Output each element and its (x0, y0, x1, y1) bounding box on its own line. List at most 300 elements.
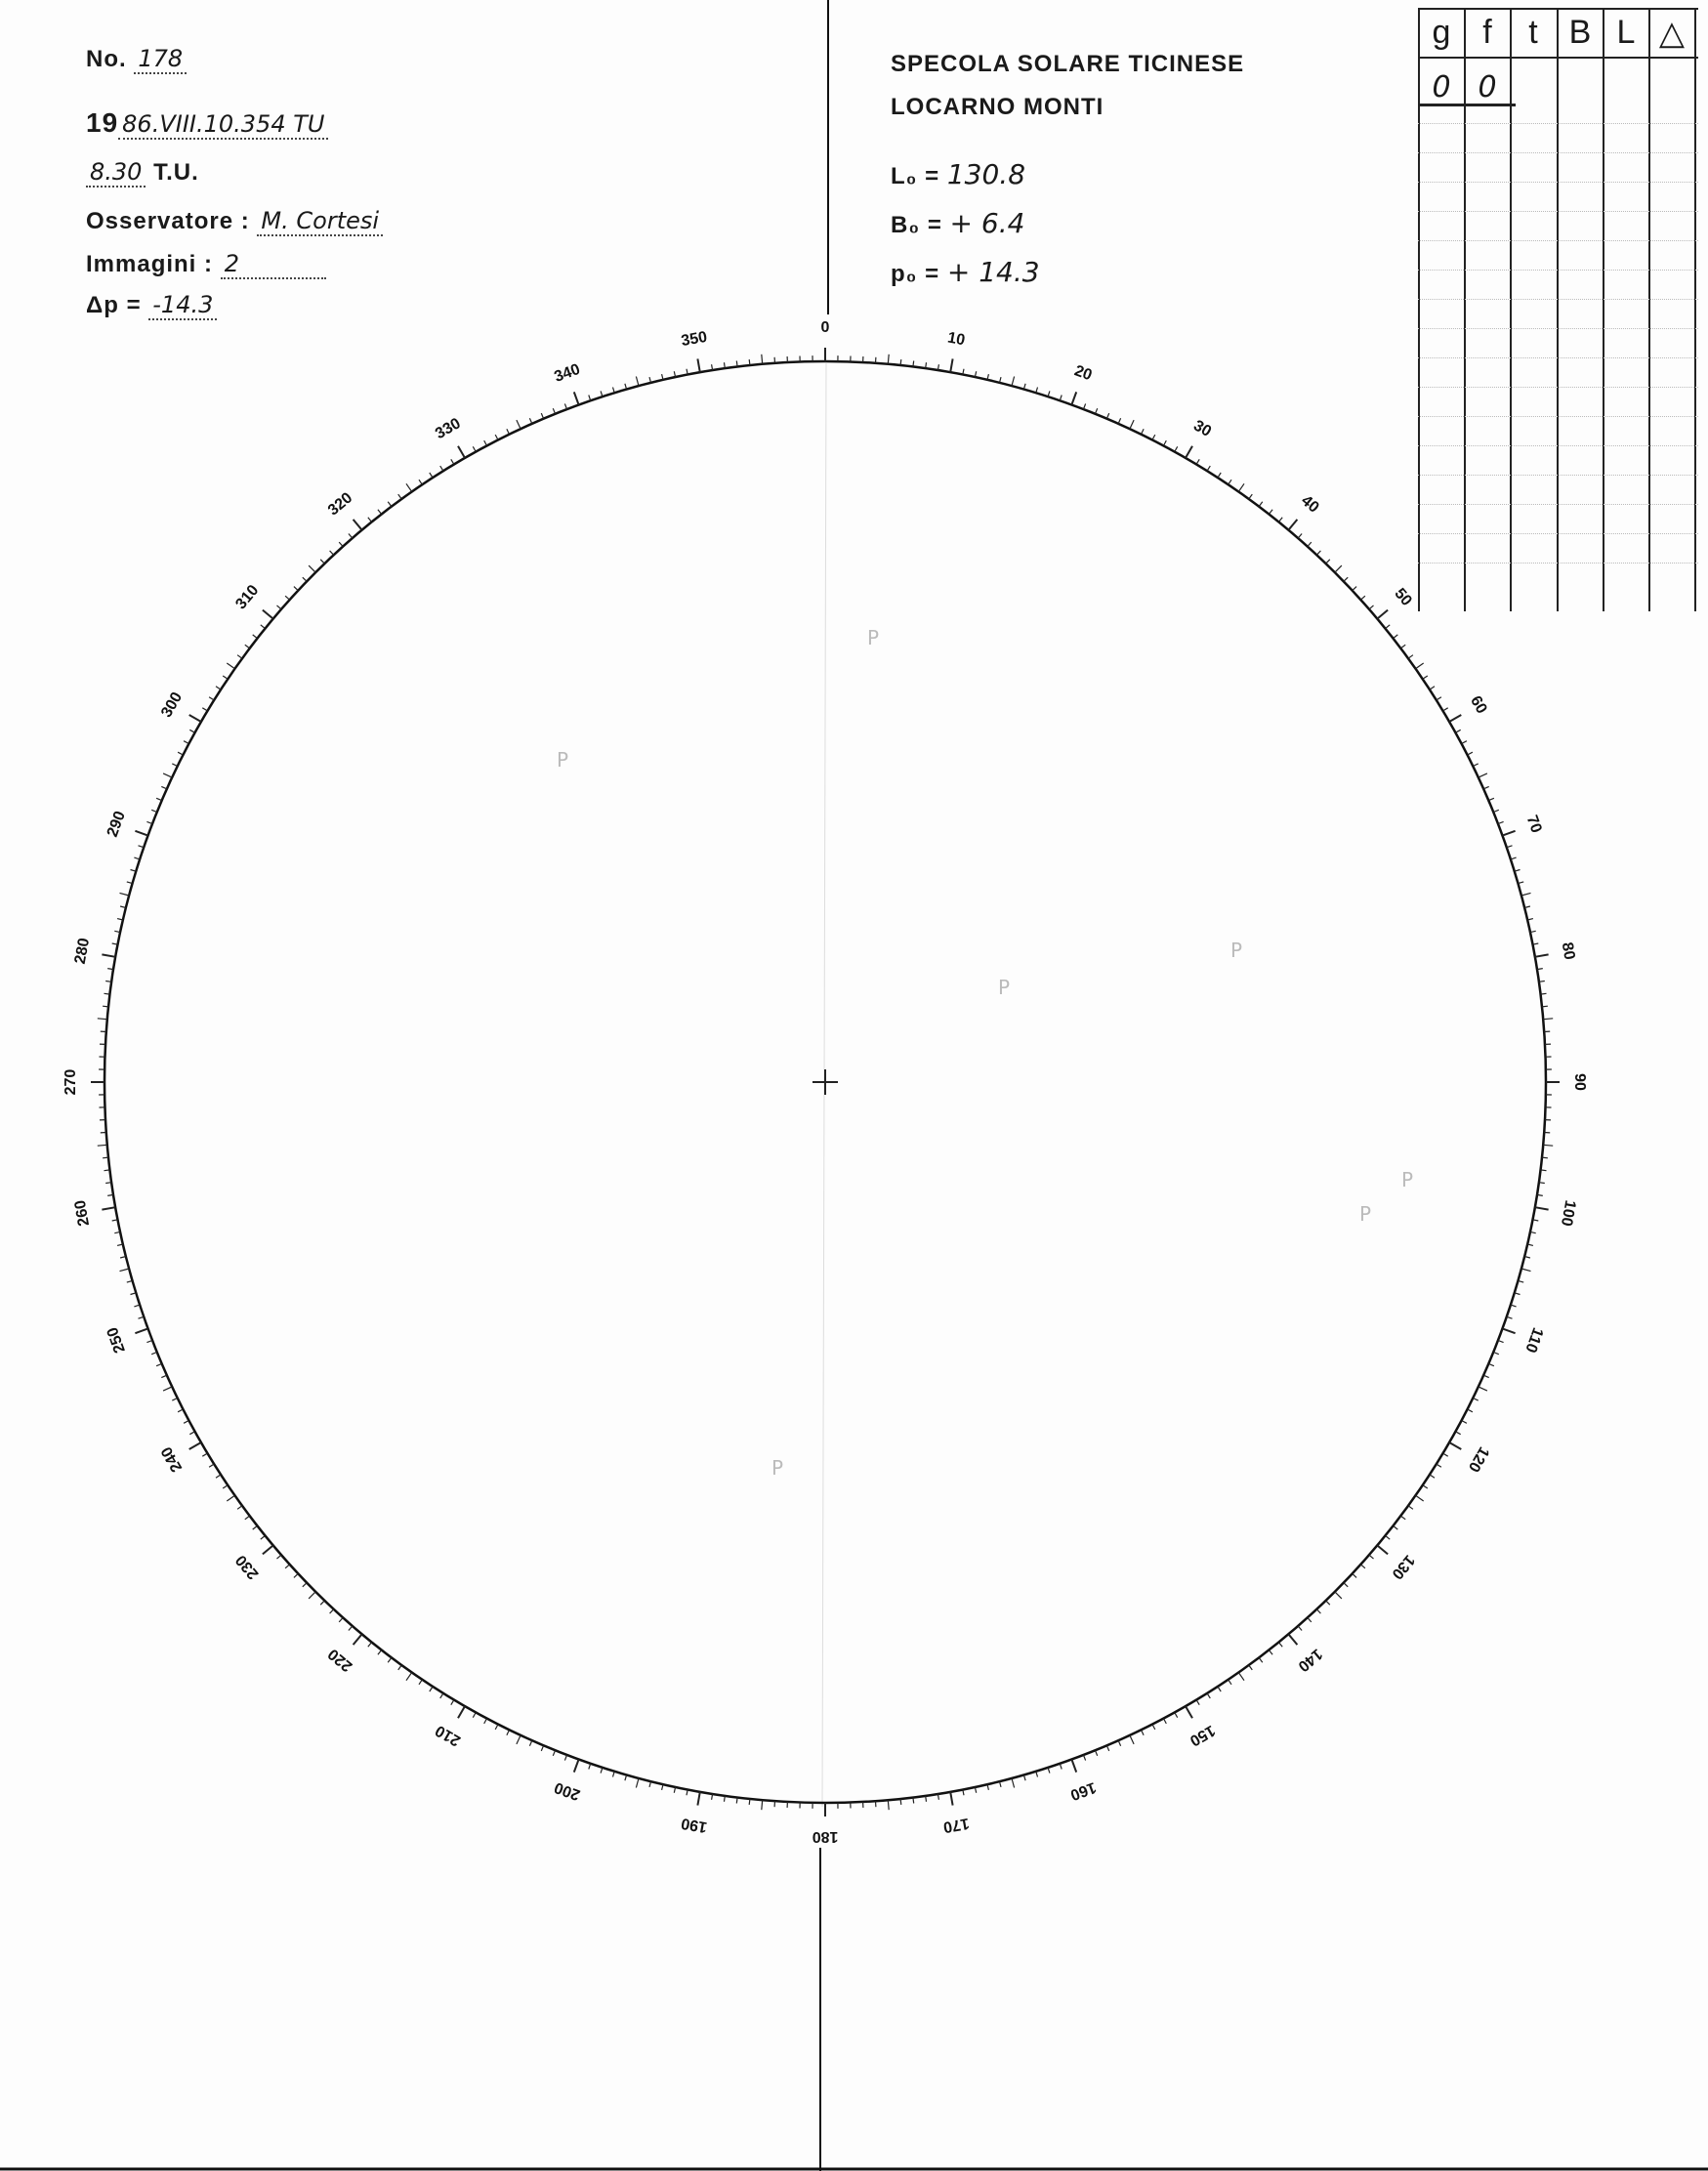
degree-tick (223, 676, 228, 679)
degree-tick (1449, 1442, 1461, 1449)
degree-tick (613, 388, 615, 394)
degree-tick (913, 361, 914, 367)
degree-tick (888, 355, 889, 364)
degree-tick (105, 981, 111, 982)
header-t: t (1528, 14, 1538, 51)
sunspot-count-table (1418, 8, 1698, 611)
degree-tick (245, 645, 250, 648)
degree-label: 90 (1570, 1073, 1588, 1091)
observation-time (86, 158, 199, 188)
images-label: Immagini : (86, 251, 214, 277)
degree-tick (736, 361, 737, 367)
degree-tick (1186, 446, 1192, 458)
degree-tick (1462, 741, 1467, 744)
degree-label: 220 (324, 1645, 356, 1675)
degree-tick (189, 1442, 201, 1449)
degree-tick (473, 446, 476, 451)
degree-tick (104, 993, 110, 994)
degree-tick (1118, 1740, 1120, 1746)
degree-tick (1238, 1673, 1244, 1681)
degree-tick (1278, 518, 1282, 522)
degree-tick (1335, 1592, 1342, 1599)
degree-tick (950, 1792, 952, 1806)
degree-tick (349, 1626, 353, 1631)
degree-tick (1152, 1725, 1155, 1730)
B0-field (891, 207, 1024, 239)
degree-tick (574, 1760, 579, 1773)
degree-tick (1539, 981, 1545, 982)
degree-tick (406, 1673, 412, 1681)
degree-tick (330, 551, 334, 555)
date-prefix: 19 (86, 107, 119, 138)
degree-tick (253, 635, 258, 639)
degree-tick (163, 773, 172, 777)
faint-mark: P (998, 976, 1011, 999)
degree-tick (261, 625, 266, 629)
degree-tick (1259, 1657, 1263, 1662)
degree-tick (103, 1157, 108, 1158)
degree-tick (451, 1700, 454, 1705)
degree-tick (1269, 510, 1272, 515)
degree-tick (517, 1735, 521, 1744)
degree-tick (178, 752, 183, 755)
degree-tick (574, 392, 579, 404)
degree-tick (1416, 1495, 1424, 1501)
faint-mark: P (1359, 1202, 1372, 1226)
degree-tick (1542, 1006, 1548, 1007)
record-number (86, 45, 187, 74)
degree-tick (1521, 893, 1531, 896)
L0-field (891, 158, 1025, 190)
value-g: 0 (1432, 70, 1451, 104)
degree-tick (1479, 1387, 1487, 1391)
time-unit: T.U. (153, 159, 199, 186)
degree-tick (1360, 596, 1365, 600)
degree-tick (1539, 1183, 1545, 1184)
degree-tick (1400, 645, 1405, 648)
degree-tick (636, 377, 639, 387)
degree-tick (888, 1800, 889, 1810)
degree-tick (184, 741, 188, 744)
degree-tick (388, 1657, 392, 1662)
degree-label: 20 (1071, 362, 1095, 385)
degree-tick (398, 494, 402, 499)
degree-tick (263, 610, 273, 619)
degree-tick (419, 1680, 422, 1685)
degree-tick (1175, 1713, 1178, 1718)
degree-tick (103, 1006, 108, 1007)
degree-tick (388, 502, 392, 507)
degree-tick (104, 1170, 110, 1171)
degree-label: 300 (158, 689, 187, 721)
degree-tick (1386, 1535, 1391, 1539)
degree-tick (613, 1772, 615, 1777)
degree-tick (495, 1725, 498, 1730)
record-number-value: 178 (134, 45, 187, 74)
degree-label: 210 (433, 1721, 464, 1749)
degree-tick (1229, 480, 1231, 484)
degree-tick (1423, 1485, 1428, 1488)
degree-tick (131, 1293, 137, 1295)
degree-tick (1130, 420, 1134, 429)
degree-tick (1377, 610, 1388, 619)
degree-tick (102, 1207, 115, 1209)
degree-label: 240 (158, 1443, 187, 1475)
faint-mark: P (1230, 939, 1243, 962)
degree-tick (368, 518, 372, 522)
degree-tick (398, 1665, 402, 1670)
degree-tick (1483, 1375, 1489, 1377)
B0-label: B₀ = (891, 212, 942, 238)
degree-tick (320, 1601, 324, 1605)
degree-tick (1344, 1583, 1348, 1587)
degree-tick (1298, 534, 1302, 539)
degree-tick (135, 831, 147, 836)
degree-tick (430, 1687, 433, 1691)
degree-tick (1335, 565, 1342, 572)
degree-tick (1449, 715, 1461, 722)
degree-tick (1483, 786, 1489, 788)
degree-tick (227, 663, 234, 669)
degree-tick (216, 687, 221, 689)
degree-tick (330, 1609, 334, 1613)
degree-label: 230 (232, 1551, 263, 1583)
degree-tick (1456, 1432, 1461, 1435)
date-value: 86.VIII.10.354 TU (118, 110, 328, 140)
degree-tick (120, 1269, 130, 1272)
header-L: L (1616, 14, 1636, 51)
degree-tick (484, 1719, 487, 1724)
degree-tick (1012, 377, 1015, 387)
degree-tick (1468, 752, 1473, 755)
degree-tick (1249, 1665, 1253, 1670)
degree-label: 200 (552, 1778, 583, 1804)
delta-p (86, 291, 217, 320)
p0-label: p₀ = (891, 261, 940, 287)
degree-tick (378, 1650, 382, 1655)
degree-tick (950, 358, 952, 372)
B0-value: + 6.4 (949, 207, 1025, 239)
degree-tick (1443, 708, 1448, 711)
degree-tick (253, 1525, 258, 1529)
degree-tick (1479, 773, 1487, 777)
observatory-location: LOCARNO MONTI (891, 94, 1104, 120)
degree-label: 290 (104, 809, 129, 840)
degree-tick (163, 1387, 172, 1391)
degree-tick (1437, 697, 1441, 700)
degree-tick (1118, 418, 1120, 424)
degree-tick (1515, 870, 1521, 872)
degree-tick (1164, 440, 1167, 445)
degree-label: 190 (680, 1814, 709, 1836)
degree-label: 350 (680, 328, 709, 351)
degree-tick (161, 786, 167, 788)
degree-label: 320 (324, 489, 356, 520)
degree-tick (1360, 1565, 1365, 1568)
degree-tick (1430, 687, 1435, 689)
degree-label: 60 (1467, 692, 1490, 717)
degree-tick (1408, 1506, 1413, 1510)
degree-tick (458, 446, 465, 458)
degree-tick (189, 715, 201, 722)
degree-tick (277, 1555, 282, 1559)
degree-tick (1443, 1453, 1448, 1456)
degree-tick (223, 1485, 228, 1488)
degree-tick (1468, 1409, 1473, 1412)
degree-tick (926, 362, 927, 368)
degree-tick (749, 1799, 750, 1805)
degree-label: 80 (1558, 940, 1578, 962)
degree-tick (309, 1592, 315, 1599)
degree-tick (102, 954, 115, 956)
degree-tick (507, 1730, 510, 1734)
degree-tick (172, 764, 177, 767)
degree-tick (294, 1573, 298, 1577)
degree-tick (120, 893, 130, 896)
degree-label: 30 (1190, 417, 1215, 440)
degree-tick (419, 480, 422, 484)
degree-tick (1130, 1735, 1134, 1744)
degree-tick (1196, 1700, 1199, 1705)
degree-tick (1012, 1778, 1015, 1788)
center-cross (812, 1069, 838, 1095)
degree-tick (1503, 1328, 1516, 1333)
observer-label: Osservatore : (86, 208, 250, 234)
degree-tick (1175, 446, 1178, 451)
degree-tick (184, 1421, 188, 1424)
degree-label: 260 (71, 1198, 94, 1228)
degree-tick (1249, 494, 1253, 499)
degree-tick (202, 1453, 207, 1456)
degree-tick (1543, 1019, 1553, 1020)
degree-tick (227, 1495, 234, 1501)
degree-tick (725, 362, 726, 368)
time-value: 8.30 (86, 158, 146, 188)
faint-mark: P (557, 748, 569, 772)
degree-tick (216, 1475, 221, 1478)
images-count (86, 250, 326, 279)
degree-tick (1326, 560, 1330, 564)
degree-tick (1207, 466, 1210, 471)
degree-tick (339, 542, 343, 547)
record-number-label: No. (86, 46, 127, 72)
degree-tick (507, 429, 510, 434)
degree-tick (926, 1796, 927, 1802)
faint-mark: P (1401, 1168, 1414, 1191)
value-f: 0 (1478, 70, 1497, 104)
degree-tick (261, 1535, 266, 1539)
degree-label: 330 (433, 415, 464, 443)
degree-tick (209, 697, 214, 700)
p0-field (891, 256, 1040, 288)
degree-tick (1521, 1269, 1531, 1272)
degree-tick (1278, 1643, 1282, 1648)
degree-tick (762, 1800, 763, 1810)
degree-tick (1353, 1573, 1356, 1577)
degree-tick (1344, 577, 1348, 581)
delta-p-label: Δp = (86, 292, 142, 318)
degree-tick (1269, 1650, 1272, 1655)
observer (86, 207, 383, 236)
degree-tick (309, 565, 315, 572)
degree-tick (1207, 1693, 1210, 1698)
degree-tick (209, 1464, 214, 1467)
degree-tick (285, 1565, 290, 1568)
degree-tick (131, 870, 137, 872)
degree-tick (1218, 1687, 1221, 1691)
degree-tick (1353, 587, 1356, 591)
degree-tick (98, 1145, 107, 1146)
degree-tick (1369, 605, 1374, 609)
degree-tick (378, 510, 382, 515)
degree-label: 0 (820, 319, 830, 337)
degree-label: 150 (1187, 1721, 1218, 1749)
degree-tick (1503, 831, 1516, 836)
degree-tick (1308, 1617, 1312, 1622)
degree-tick (1515, 1293, 1521, 1295)
degree-tick (517, 420, 521, 429)
degree-tick (1036, 1772, 1038, 1777)
degree-tick (1430, 1475, 1435, 1478)
degree-label: 10 (945, 329, 967, 350)
degree-tick (1416, 663, 1424, 669)
images-value: 2 (221, 250, 326, 279)
degree-tick (1437, 1464, 1441, 1467)
degree-label: 140 (1294, 1645, 1326, 1675)
degree-tick (1218, 473, 1221, 478)
degree-tick (135, 1328, 147, 1333)
L0-value: 130.8 (946, 158, 1026, 190)
degree-tick (697, 358, 699, 372)
header-triangle: △ (1658, 15, 1686, 52)
degree-tick (762, 355, 763, 364)
degree-label: 70 (1522, 813, 1545, 836)
degree-tick (1298, 1626, 1302, 1631)
degree-tick (1462, 1421, 1467, 1424)
degree-tick (1541, 1170, 1547, 1171)
degree-tick (458, 1706, 465, 1718)
faint-mark: P (867, 626, 880, 649)
delta-p-value: -14.3 (148, 291, 217, 320)
degree-tick (1377, 1545, 1388, 1554)
degree-label: 50 (1391, 585, 1415, 609)
degree-tick (161, 1375, 167, 1377)
degree-tick (178, 1409, 183, 1412)
degree-tick (1164, 1719, 1167, 1724)
degree-tick (1238, 483, 1244, 491)
degree-tick (263, 1545, 273, 1554)
degree-tick (294, 587, 298, 591)
degree-tick (749, 359, 750, 365)
degree-tick (1186, 1706, 1192, 1718)
degree-label: 250 (104, 1324, 129, 1356)
degree-tick (98, 1019, 107, 1020)
degree-tick (1535, 1207, 1549, 1209)
degree-tick (1196, 459, 1199, 464)
degree-tick (430, 473, 433, 478)
observation-date (86, 107, 328, 140)
degree-tick (529, 418, 531, 424)
degree-label: 180 (812, 1827, 839, 1845)
header-f: f (1482, 14, 1492, 51)
degree-tick (303, 577, 307, 581)
degree-tick (1142, 1730, 1145, 1734)
degree-label: 110 (1521, 1325, 1547, 1356)
degree-tick (1288, 520, 1297, 530)
observatory-name: SPECOLA SOLARE TICINESE (891, 51, 1245, 77)
degree-tick (1071, 1760, 1076, 1773)
degree-tick (736, 1798, 737, 1804)
degree-tick (105, 1183, 111, 1184)
degree-tick (202, 708, 207, 711)
degree-tick (320, 560, 324, 564)
degree-tick (636, 1778, 639, 1788)
observer-value: M. Cortesi (257, 207, 383, 236)
degree-tick (1400, 1516, 1405, 1520)
degree-tick (354, 520, 362, 530)
degree-tick (1369, 1555, 1374, 1559)
degree-label: 170 (941, 1814, 971, 1836)
degree-tick (1259, 502, 1263, 507)
degree-tick (189, 730, 194, 732)
degree-tick (237, 1506, 242, 1510)
degree-label: 270 (62, 1068, 80, 1096)
degree-label: 160 (1067, 1778, 1099, 1804)
degree-tick (1316, 1609, 1320, 1613)
degree-tick (1326, 1601, 1330, 1605)
p0-value: + 14.3 (946, 256, 1040, 288)
degree-label: 340 (552, 360, 583, 386)
degree-tick (368, 1643, 372, 1648)
degree-tick (1473, 764, 1478, 767)
degree-label: 130 (1388, 1551, 1418, 1583)
degree-tick (440, 1693, 443, 1698)
header-g: g (1432, 14, 1451, 51)
degree-label: 310 (232, 581, 263, 613)
degree-tick (1423, 676, 1428, 679)
degree-tick (1541, 993, 1547, 994)
degree-label: 280 (71, 937, 94, 966)
degree-tick (529, 1740, 531, 1746)
degree-tick (1142, 429, 1145, 434)
degree-tick (189, 1432, 194, 1435)
degree-tick (484, 440, 487, 445)
degree-tick (172, 1399, 177, 1401)
degree-tick (913, 1798, 914, 1804)
degree-label: 120 (1464, 1443, 1492, 1475)
degree-tick (1152, 435, 1155, 439)
degree-tick (1408, 655, 1413, 659)
degree-tick (1394, 635, 1398, 639)
degree-tick (1229, 1680, 1231, 1685)
degree-tick (303, 1583, 307, 1587)
degree-tick (451, 459, 454, 464)
faint-mark: P (771, 1456, 784, 1480)
degree-tick (900, 359, 901, 365)
degree-tick (1036, 388, 1038, 394)
degree-tick (1473, 1399, 1478, 1401)
degree-tick (1535, 954, 1549, 956)
degree-tick (1543, 1145, 1553, 1146)
degree-tick (349, 534, 353, 539)
degree-tick (697, 1792, 699, 1806)
degree-tick (725, 1796, 726, 1802)
degree-tick (237, 655, 242, 659)
degree-tick (354, 1634, 362, 1645)
header-B: B (1568, 14, 1592, 51)
degree-tick (1071, 392, 1076, 404)
degree-label: 40 (1298, 492, 1322, 517)
